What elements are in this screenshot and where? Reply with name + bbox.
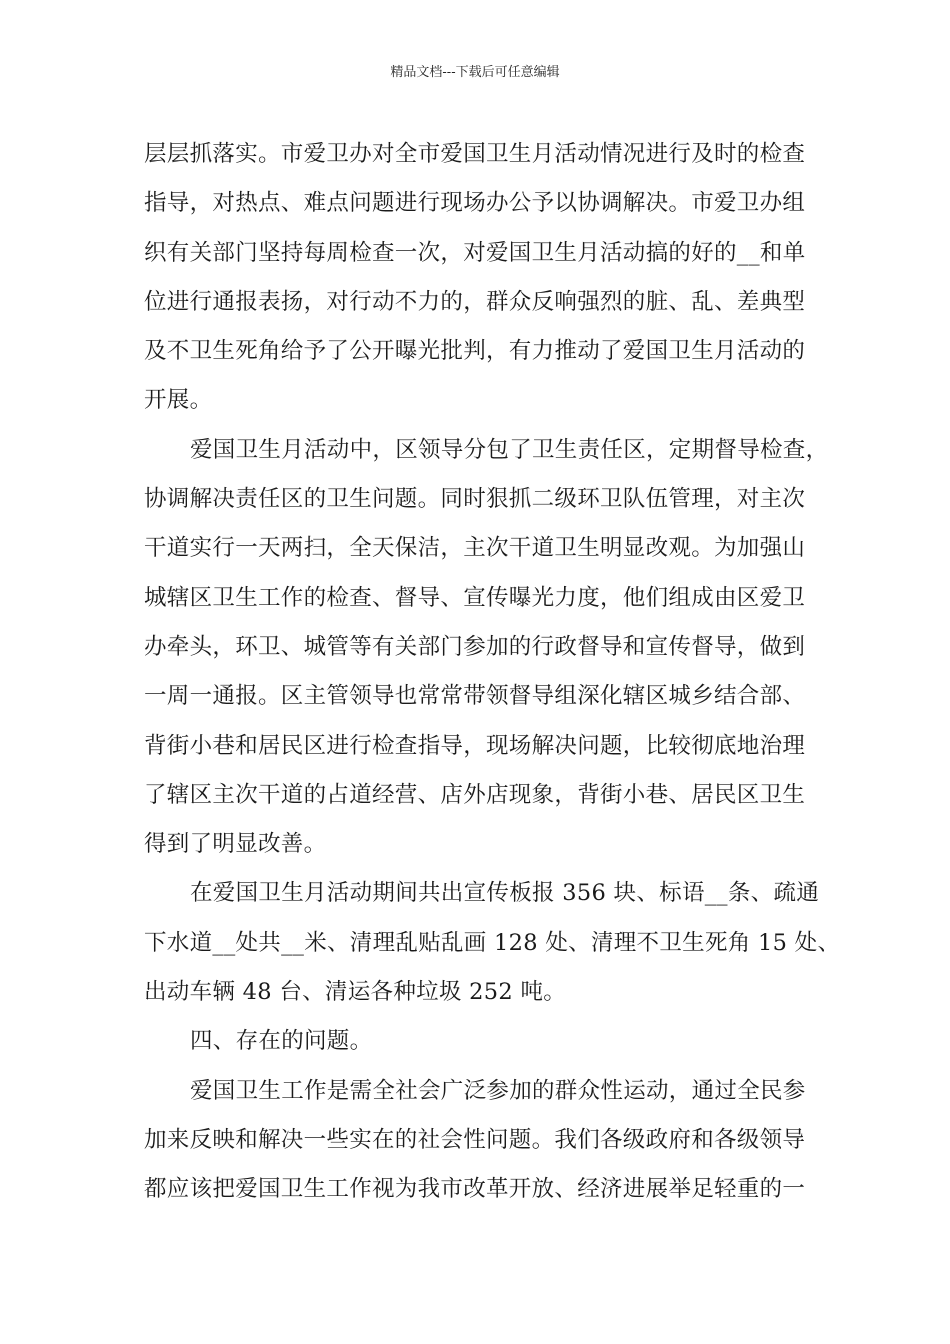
text-line: 位进行通报表扬，对行动不力的，群众反响强烈的脏、乱、差典型 (144, 288, 806, 315)
text-line: 城辖区卫生工作的检查、督导、宣传曝光力度，他们组成由区爱卫 (144, 584, 806, 611)
text-line: 下水道__处共__米、清理乱贴乱画 128 处、清理不卫生死角 15 处、 (144, 929, 841, 956)
text-line: 爱国卫生月活动中，区领导分包了卫生责任区，定期督导检查， (190, 436, 829, 463)
text-line: 办牵头，环卫、城管等有关部门参加的行政督导和宣传督导，做到 (144, 633, 806, 660)
text-line: 背街小巷和居民区进行检查指导，现场解决问题，比较彻底地治理 (144, 732, 806, 759)
text-line: 四、存在的问题。 (190, 1028, 373, 1055)
text-line: 干道实行一天两扫，全天保洁，主次干道卫生明显改观。为加强山 (144, 535, 806, 562)
text-line: 指导，对热点、难点问题进行现场办公予以协调解决。市爱卫办组 (144, 190, 806, 217)
text-line: 一周一通报。区主管领导也常常带领督导组深化辖区城乡结合部、 (144, 683, 806, 710)
text-line: 了辖区主次干道的占道经营、店外店现象，背街小巷、居民区卫生 (144, 781, 806, 808)
text-line: 都应该把爱国卫生工作视为我市改革开放、经济进展举足轻重的一 (144, 1176, 806, 1203)
text-line: 在爱国卫生月活动期间共出宣传板报 356 块、标语__条、疏通 (190, 880, 820, 907)
text-line: 加来反映和解决一些实在的社会性问题。我们各级政府和各级领导 (144, 1126, 806, 1153)
text-line: 协调解决责任区的卫生问题。同时狠抓二级环卫队伍管理，对主次 (144, 486, 806, 513)
text-line: 开展。 (144, 387, 213, 414)
text-line: 得到了明显改善。 (144, 831, 327, 858)
text-line: 织有关部门坚持每周检查一次，对爱国卫生月活动搞的好的__和单 (144, 239, 806, 266)
text-line: 爱国卫生工作是需全社会广泛参加的群众性运动，通过全民参 (190, 1077, 806, 1104)
page-header: 精品文档---下载后可任意编辑 (390, 65, 560, 80)
document-body (144, 130, 841, 1215)
text-line: 层层抓落实。市爱卫办对全市爱国卫生月活动情况进行及时的检查 (144, 141, 806, 167)
text-line: 及不卫生死角给予了公开曝光批判，有力推动了爱国卫生月活动的 (144, 338, 806, 365)
text-line: 出动车辆 48 台、清运各种垃圾 252 吨。 (144, 979, 567, 1006)
